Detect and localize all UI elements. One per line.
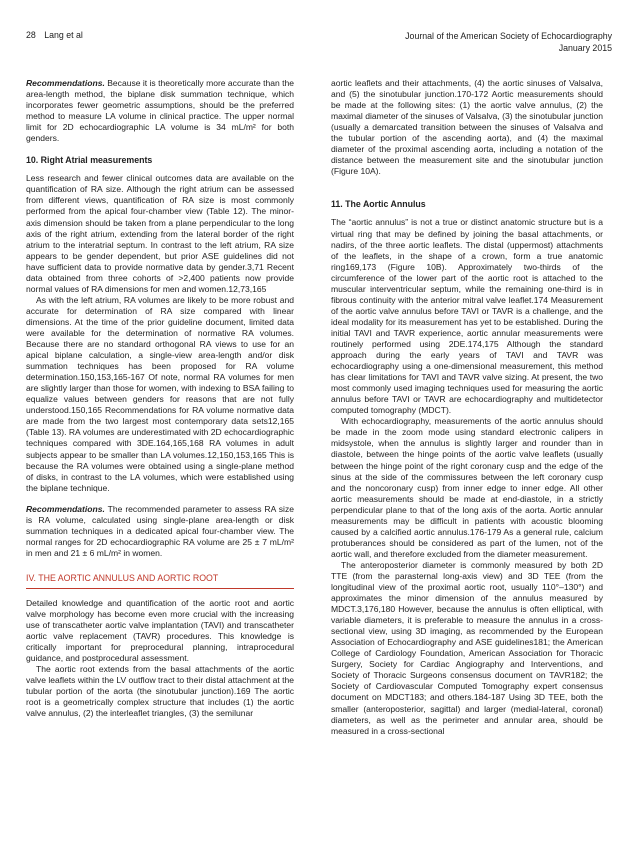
recommendation-label: Recommendations. [26, 78, 105, 88]
part-iv-heading: IV. THE AORTIC ANNULUS AND AORTIC ROOT [26, 572, 219, 583]
header-right [405, 30, 612, 54]
recommendation-ra [26, 504, 294, 559]
section-10-paragraph-1: Less research and fewer clinical outcomes data are available on the quantification of RA size. Although the right atrium can be assessed from different views, quantification of RA size is most commonly performed from the apical four-chamber view (Table 12). The minor-axis dimension should be taken from a plane perpendicular to the long axis of the right atrium, extending from the lateral border of the right atrium to the interatrial septum. In contrast to the left atrium, RA size appears to be gender dependent, but prior ASE guidelines did not have sufficient data to provide normative data by gender.3,71 Recent data obtained from three cohorts of >2,400 patients now provide normal values of RA dimensions for men and women.12,73,165 [26, 173, 294, 294]
section-11-paragraph-2: With echocardiography, measurements of the aortic annulus should be made in the zoom mode using standard electronic calipers in midsystole, when the annulus is slightly larger and rounder than in diastole, between the hinge points of the aortic valve leaflets (usually between the hinge point of the right coronary cusp and the edge of the sinus at the side of the commissures between the left coronary cusp and the noncoronary cusp) from inner edge to inner edge. All other aortic measurements should be made at end-diastole, in a strictly perpendicular plane to that of the long axis of the aorta. Aortic annular measurements may be difficult in patients with acoustic blooming caused by a calcified aortic annulus.176-179 As a general rule, calcium protuberances should be considered as part of the lumen, not of the aortic wall, and therefore excluded from the diameter measurement. [331, 416, 603, 559]
header-left [26, 30, 83, 40]
page-number: 28 [26, 30, 36, 40]
journal-issue: January 2015 [558, 43, 612, 53]
section-11-paragraph-3: The anteroposterior diameter is commonly measured by both 2D TTE (from the parasternal long-axis view) and 3D TEE (from the longitudinal view of the proximal aortic root, usually 110°–130°) and approximates the minor dimension of the annulus measured by MDCT.3,176,180 However, because the annulus is often elliptical, with variable diameters, it is preferable to measure the annulus in a cross-sectional view, using 3D imaging, as recommended by the European Association of Echocardiography and ASE guidelines181; the American College of Cardiology Foundation, American Association for Thoracic Surgery, Society for Cardiac Angiography and Interventions, and Society of Thoracic Surgeons consensus document on TAVR182; the Society of Cardiovascular Computed Tomography expert consensus document on MDCT183; and others.184-187 Using 3D TEE, both the smaller (anteroposterior, sagittal) and larger (medial-lateral, coronal) diameters, as well as the perimeter and annular area, should be measured in a cross-sectional [331, 559, 603, 736]
section-11-heading: 11. The Aortic Annulus [331, 199, 426, 210]
continued-paragraph: aortic leaflets and their attachments, (4) the aortic sinuses of Valsalva, and (5) the sinotubular junction.170-172 Aortic measurements should be made at the following sites: (1) the aortic valve annulus, (2) the maximal diameter of the sinuses of Valsalva, (3) the sinotubular junction (usually a demarcated transition between the sinuses of Valsalva and the tubular portion of the ascending aorta), and (4) the maximal diameter of the proximal ascending aorta, including a notation of the distance between the measurement site and the sinotubular junction (Figure 10A). [331, 78, 603, 177]
right-column [331, 78, 603, 737]
header-authors: Lang et al [44, 30, 83, 40]
part-iv-paragraph-1: Detailed knowledge and quantification of the aortic root and aortic valve morphology has become even more crucial with the increasing use of transcatheter aortic valve implantation (TAVI) and transcatheter aortic valve replacement (TAVR) procedures. This knowledge is critically important for preprocedural planning, intraprocedural guidance, and postprocedural assessment. [26, 597, 294, 664]
left-column [26, 78, 294, 719]
section-10-paragraph-2: As with the left atrium, RA volumes are likely to be more robust and accurate for determination of RA size compared with linear dimensions. At the time of the prior guideline document, limited data were available for the determination of normative RA volumes. Because there are no standard orthogonal RA views to use for an apical biplane calculation, a single-view area-length and/or disk summation techniques has been proposed for RA volume determination.150,153,165-167 Of note, normal RA volumes for men are slightly larger than those for women, with indexing to BSA failing to equalize values between genders for reasons that are not fully understood.150,165 Recommendations for RA volume normative data are made from the two largest most contemporary data sets12,165 (Table 13). RA volumes are underestimated with 2D echocardiographic techniques compared with 3DE.164,165,168 RA volumes in adult subjects appear to be smaller than LA volumes.12,150,153,165 This is because the RA volumes were obtained using a single-plane method of disks, in contrast to the LA volumes, which were established using the biplane technique. [26, 294, 294, 493]
part-iv-rule [26, 588, 294, 589]
recommendation-text: The recommended parameter to assess RA size is RA volume, calculated using single-plane area-length or disk summation techniques in a dedicated apical four-chamber view. The normal ranges for 2D echocardiographic RA volume are 25 ± 7 mL/m² in men and 21 ± 6 mL/m² in women. [26, 503, 294, 558]
recommendation-la [26, 78, 294, 144]
recommendation-label: Recommendations. [26, 503, 105, 514]
part-iv-paragraph-2: The aortic root extends from the basal attachments of the aortic valve leaflets within the LV outflow tract to their distal attachment at the tubular portion of the aorta (the sinotubular junction).169 The aortic root is a geometrically complex structure that includes (1) the aortic valve annulus, (2) the interleaflet triangles, (3) the semilunar [26, 664, 294, 719]
section-10-heading: 10. Right Atrial measurements [26, 155, 153, 166]
recommendation-text: Because it is theoretically more accurate than the area-length method, the biplane disk summation technique, which incorporates fewer geometric assumptions, should be the preferred method to measure LA volume in clinical practice. The upper normal limit for 2D echocardiographic LA volume is 34 mL/m² for both genders. [26, 78, 294, 144]
journal-name: Journal of the American Society of Echocardiography [405, 31, 612, 41]
section-11-paragraph-1: The “aortic annulus” is not a true or distinct anatomic structure but is a virtual ring that may be defined by joining the basal attachments, or nadirs, of the three aortic leaflets. The distal (uppermost) attachments of the leaflets, in the shape of a crown, form a true anatomic ring169,173 (Figure 10B). Approximately two-thirds of the circumference of the lower part of the aortic root is attached to the muscular interventricular septum, while the remaining one-third is in fibrous continuity with the anterior mitral valve leaflet.174 Measurement of the aortic valve annulus before TAVI or TAVR is a challenge, and the ideal modality for its measurement has yet to be established. During the initial TAVI and TAVR experience, aortic annular measurements were routinely performed using 2DE.174,175 Although the standard approach during the early years of TAVI and TAVR was echocardiography using a one-dimensional measurement, this method has clear limitations for TAVI and TAVR valve sizing. At present, the two most commonly used imaging techniques used for measuring the aortic annulus before TAVI or TAVR are echocardiography and multidetector computed tomography (MDCT). [331, 217, 603, 416]
